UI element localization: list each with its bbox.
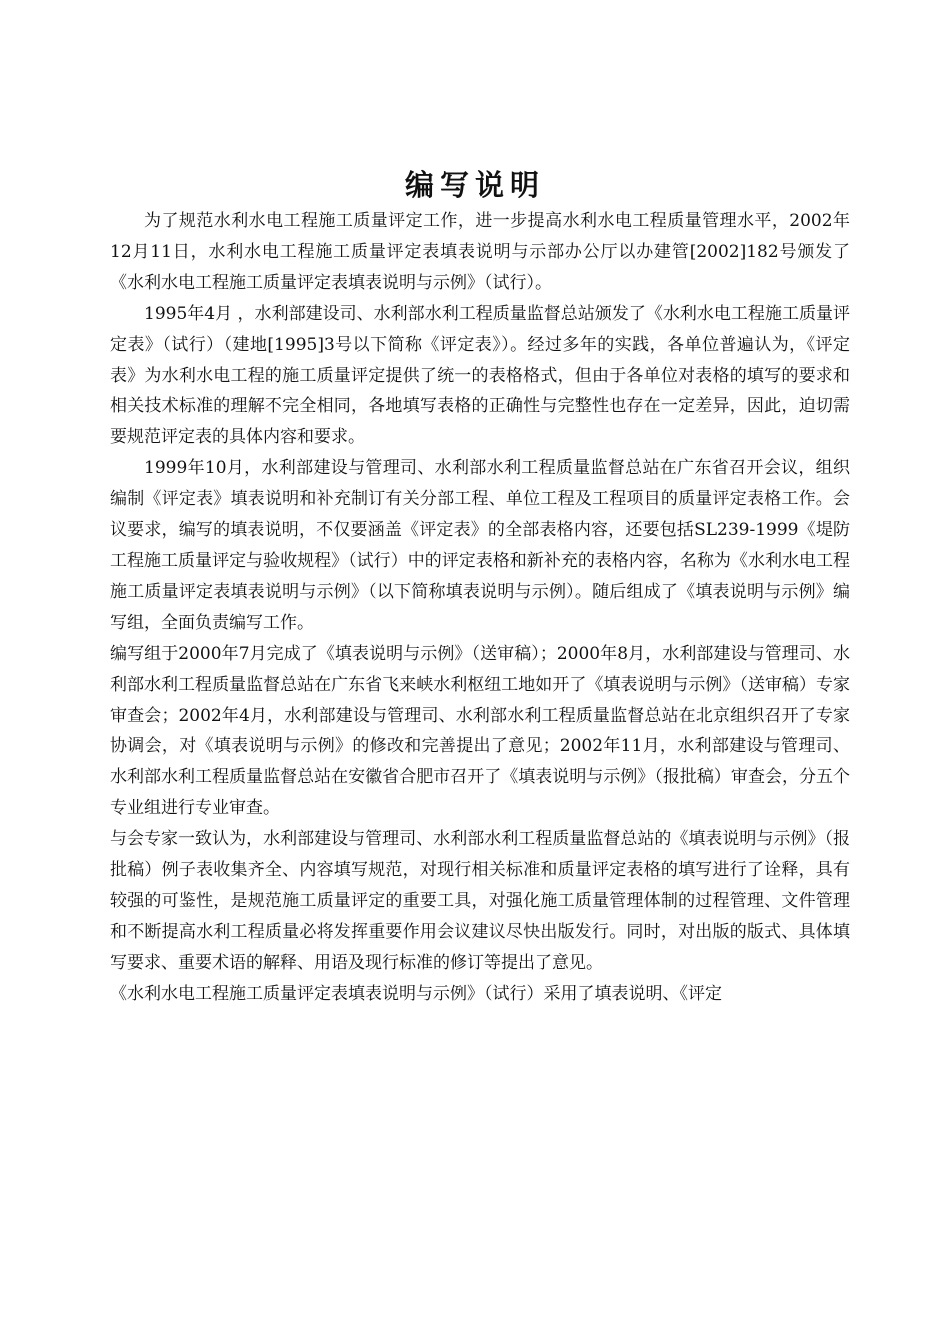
paragraph-3: 1999年10月，水利部建设与管理司、水利部水利工程质量监督总站在广东省召开会议，组织编制《评定表》填表说明和补充制订有关分部工程、单位工程及工程项目的质量评定表格工作。会议要求，编写的填表说明，不仅要涵盖《评定表》的全部表格内容，还要包括SL239-1999《堤防工程施工质量评定与验收规程》（试行）中的评定表格和新补充的表格内容，名称为《水利水电工程施工质量评定表填表说明与示例》（以下简称填表说明与示例）。随后组成了《填表说明与示例》编写组，全面负责编写工作。 [110,458,850,633]
paragraph-6: 《水利水电工程施工质量评定表填表说明与示例》（试行）采用了填表说明、《评定 [110,983,722,1004]
paragraph-2: 1995年4月 ，水利部建设司、水利部水利工程质量监督总站颁发了《水利水电工程施工质量评定表》（试行）（建地[1995]3号以下简称《评定表》）。经过多年的实践，各单位普遍认为，《评定表》为水利水电工程的施工质量评定提供了统一的表格格式，但由于各单位对表格的填写的要求和相关技术标准的理解不完全相同，各地填写表格的正确性与完整性也存在一定差异，因此，迫切需要规范评定表的具体内容和要求。 [110,303,850,448]
document-title: 编写说明 [404,168,545,202]
document-body [110,206,850,1010]
paragraph-5: 与会专家一致认为，水利部建设与管理司、水利部水利工程质量监督总站的《填表说明与示例》（报批稿）例子表收集齐全、内容填写规范，对现行相关标准和质量评定表格的填写进行了诠释，具有较强的可鉴性，是规范施工质量评定的重要工具，对强化施工质量管理体制的过程管理、文件管理和不断提高水利工程质量必将发挥重要作用会议建议尽快出版发行。同时，对出版的版式、具体填写要求、重要术语的解释、用语及现行标准的修订等提出了意见。 [110,829,850,973]
paragraph-1: 为了规范水利水电工程施工质量评定工作，进一步提高水利水电工程质量管理水平，2002年12月11日，水利水电工程施工质量评定表填表说明与示部办公厅以办建管[2002]182号颁发了《水利水电工程施工质量评定表填表说明与示例》（试行）。 [110,211,850,293]
paragraph-4: 编写组于2000年7月完成了《填表说明与示例》（送审稿）；2000年8月，水利部建设与管理司、水利部水利工程质量监督总站在广东省飞来峡水利枢纽工地如开了《填表说明与示例》（送审稿）专家审查会；2002年4月，水利部建设与管理司、水利部水利工程质量监督总站在北京组织召开了专家协调会，对《填表说明与示例》的修改和完善提出了意见；2002年11月，水利部建设与管理司、水利部水利工程质量监督总站在安徽省合肥市召开了《填表说明与示例》（报批稿）审查会，分五个专业组进行专业审查。 [110,643,850,819]
